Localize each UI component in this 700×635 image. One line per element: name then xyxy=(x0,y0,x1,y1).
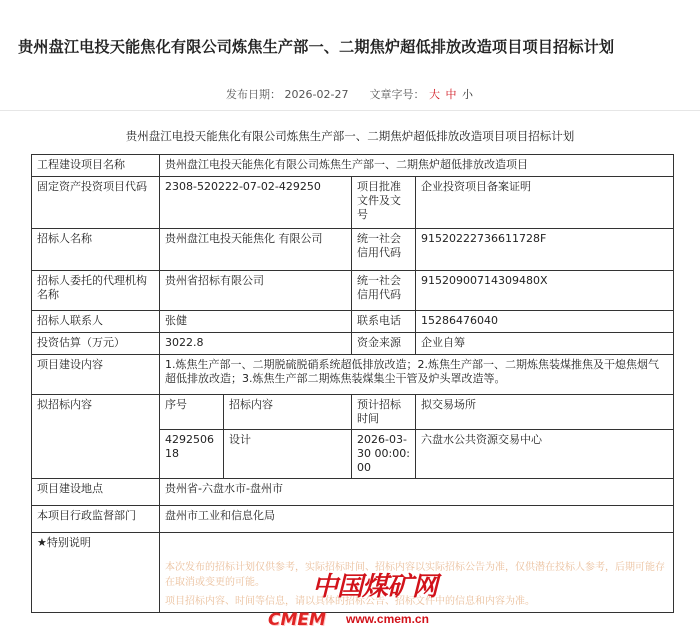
notice-line-2: 项目招标内容、时间等信息，请以具体的招标公告、招标文件中的信息和内容为准。 xyxy=(165,596,535,607)
authority-value: 盘州市工业和信息化局 xyxy=(160,506,674,533)
table-row xyxy=(32,355,674,395)
planned-content-label: 拟招标内容 xyxy=(32,395,160,479)
contact-name: 张健 xyxy=(160,311,352,333)
fund-source-label: 资金来源 xyxy=(352,333,416,355)
seq-header: 序号 xyxy=(160,395,224,430)
phone-label: 联系电话 xyxy=(352,311,416,333)
table-row xyxy=(32,155,674,177)
agent-label: 招标人委托的代理机构名称 xyxy=(32,271,160,311)
header-divider xyxy=(0,110,700,111)
font-size-small-link[interactable]: 小 xyxy=(461,88,473,101)
table-row xyxy=(32,395,674,430)
venue-header: 拟交易场所 xyxy=(416,395,674,430)
tender-content-header: 招标内容 xyxy=(224,395,352,430)
agent-credit-code-label: 统一社会信用代码 xyxy=(352,271,416,311)
project-code-label: 固定资产投资项目代码 xyxy=(32,177,160,229)
tenderer-credit-code-label: 统一社会信用代码 xyxy=(352,229,416,271)
tender-time-header: 预计招标时间 xyxy=(352,395,416,430)
construction-content: 1.炼焦生产部一、二期脱硫脱硝系统超低排放改造；2.炼焦生产部一、二期炼焦装煤推焦及干熄焦烟气超低排放改造；3.炼焦生产部二期炼焦装煤集尘干管及炉头罩改造等。 xyxy=(160,355,674,395)
phone-number: 15286476040 xyxy=(416,311,674,333)
font-size-medium-link[interactable]: 中 xyxy=(445,88,457,101)
fund-source: 企业自筹 xyxy=(416,333,674,355)
table-row xyxy=(32,229,674,271)
font-size-large-link[interactable]: 大 xyxy=(428,88,440,101)
venue-value: 六盘水公共资源交易中心 xyxy=(416,430,674,479)
article-meta xyxy=(0,86,700,102)
table-row xyxy=(32,506,674,533)
document-heading: 贵州盘江电投天能焦化有限公司炼焦生产部一、二期焦炉超低排放改造项目项目招标计划 xyxy=(125,129,575,143)
content-label: 项目建设内容 xyxy=(32,355,160,395)
tenderer-label: 招标人名称 xyxy=(32,229,160,271)
logo-abbr: CMEM xyxy=(268,610,326,630)
special-note-label: ★特别说明 xyxy=(32,533,160,613)
seq-value: 429250618 xyxy=(160,430,224,479)
agent-credit-code: 91520900714309480X xyxy=(416,271,674,311)
budget-label: 投资估算（万元） xyxy=(32,333,160,355)
page-title: 贵州盘江电投天能焦化有限公司炼焦生产部一、二期焦炉超低排放改造项目项目招标计划 xyxy=(18,38,615,56)
project-name: 贵州盘江电投天能焦化有限公司炼焦生产部一、二期焦炉超低排放改造项目 xyxy=(160,155,674,177)
tenderer-credit-code: 91520222736611728F xyxy=(416,229,674,271)
table-row xyxy=(32,311,674,333)
site-logo-watermark xyxy=(268,566,490,632)
font-size-label: 文章字号： xyxy=(369,88,425,101)
tenderer-name: 贵州盘江电投天能焦化 有限公司 xyxy=(160,229,352,271)
tender-time-value: 2026-03-30 00:00:00 xyxy=(352,430,416,479)
publish-date: 2026-02-27 xyxy=(284,88,349,101)
project-code: 2308-520222-07-02-429250 xyxy=(160,177,352,229)
notice-line-1: 本次发布的招标计划仅供参考，实际招标时间、招标内容以实际招标公告为准，仅供潜在投标人参考，后期可能存在取消或变更的可能。 xyxy=(165,562,665,588)
table-row xyxy=(32,479,674,506)
contact-label: 招标人联系人 xyxy=(32,311,160,333)
tender-plan-table xyxy=(31,154,674,613)
approval-doc: 企业投资项目备案证明 xyxy=(416,177,674,229)
table-row xyxy=(32,177,674,229)
budget-value: 3022.8 xyxy=(160,333,352,355)
table-row xyxy=(32,271,674,311)
logo-url: www.cmem.cn xyxy=(346,612,429,626)
location-label: 项目建设地点 xyxy=(32,479,160,506)
logo-name: 中国煤矿网 xyxy=(312,572,438,602)
agent-name: 贵州省招标有限公司 xyxy=(160,271,352,311)
approval-doc-label: 项目批准文件及文号 xyxy=(352,177,416,229)
table-row xyxy=(32,333,674,355)
tender-content-value: 设计 xyxy=(224,430,352,479)
location-value: 贵州省-六盘水市-盘州市 xyxy=(160,479,674,506)
project-name-label: 工程建设项目名称 xyxy=(32,155,160,177)
publish-date-label: 发布日期： xyxy=(226,88,282,101)
authority-label: 本项目行政监督部门 xyxy=(32,506,160,533)
